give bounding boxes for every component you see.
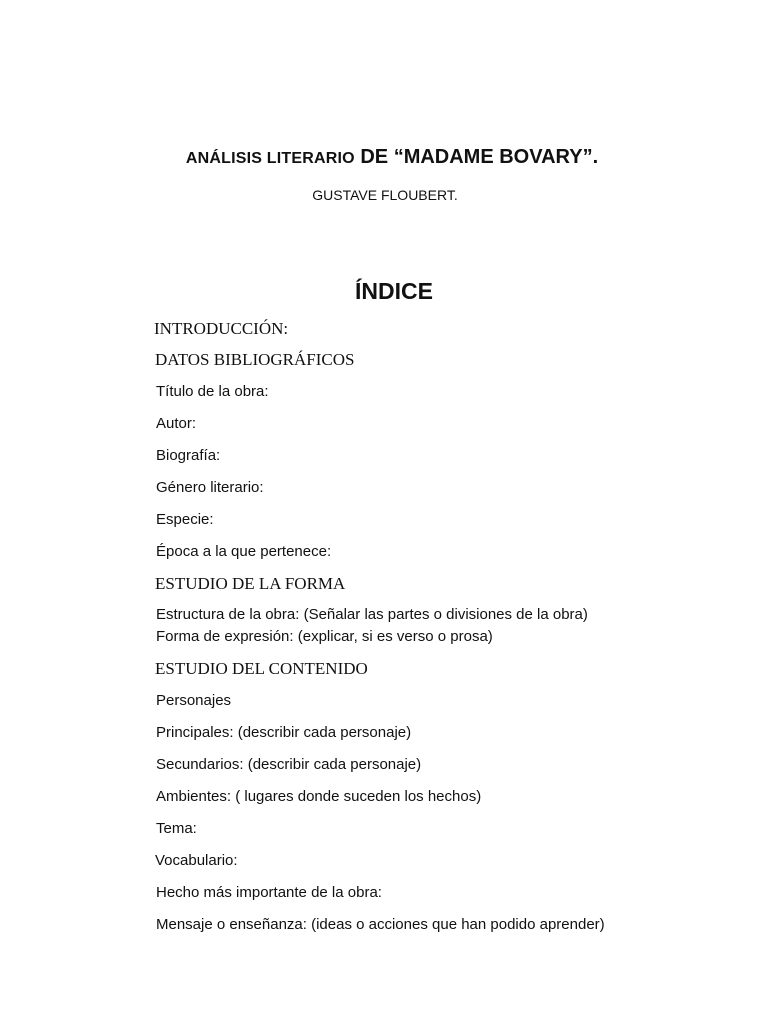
item-autor: Autor: — [156, 415, 197, 432]
item-hecho: Hecho más importante de la obra: — [156, 884, 382, 901]
document-title — [0, 146, 768, 169]
item-biografia: Biografía: — [156, 447, 221, 464]
author-line: GUSTAVE FLOUBERT. — [312, 187, 458, 203]
index-heading: ÍNDICE — [355, 278, 433, 304]
item-estructura: Estructura de la obra: (Señalar las partes o divisiones de la obra) — [156, 606, 588, 623]
title-part-2: DE “MADAME BOVARY”. — [354, 146, 599, 168]
item-epoca: Época a la que pertenece: — [156, 543, 332, 560]
item-ambientes: Ambientes: ( lugares donde suceden los hechos) — [156, 788, 482, 805]
item-tema: Tema: — [156, 820, 197, 837]
item-vocabulario: Vocabulario: — [155, 852, 238, 869]
section-estudio-contenido: ESTUDIO DEL CONTENIDO — [155, 659, 368, 678]
item-personajes: Personajes — [156, 692, 232, 709]
item-especie: Especie: — [156, 511, 214, 528]
item-titulo-obra: Título de la obra: — [156, 383, 269, 400]
section-datos-bibliograficos: DATOS BIBLIOGRÁFICOS — [155, 350, 355, 369]
title-part-1: ANÁLISIS LITERARIO — [185, 150, 355, 167]
item-genero: Género literario: — [156, 479, 264, 496]
section-introduccion: INTRODUCCIÓN: — [154, 319, 289, 338]
item-secundarios: Secundarios: (describir cada personaje) — [156, 756, 422, 773]
item-forma-expresion: Forma de expresión: (explicar, si es verso o prosa) — [156, 628, 493, 645]
item-mensaje: Mensaje o enseñanza: (ideas o acciones que han podido aprender) — [156, 916, 605, 933]
section-estudio-forma: ESTUDIO DE LA FORMA — [155, 574, 346, 593]
item-principales: Principales: (describir cada personaje) — [156, 724, 412, 741]
